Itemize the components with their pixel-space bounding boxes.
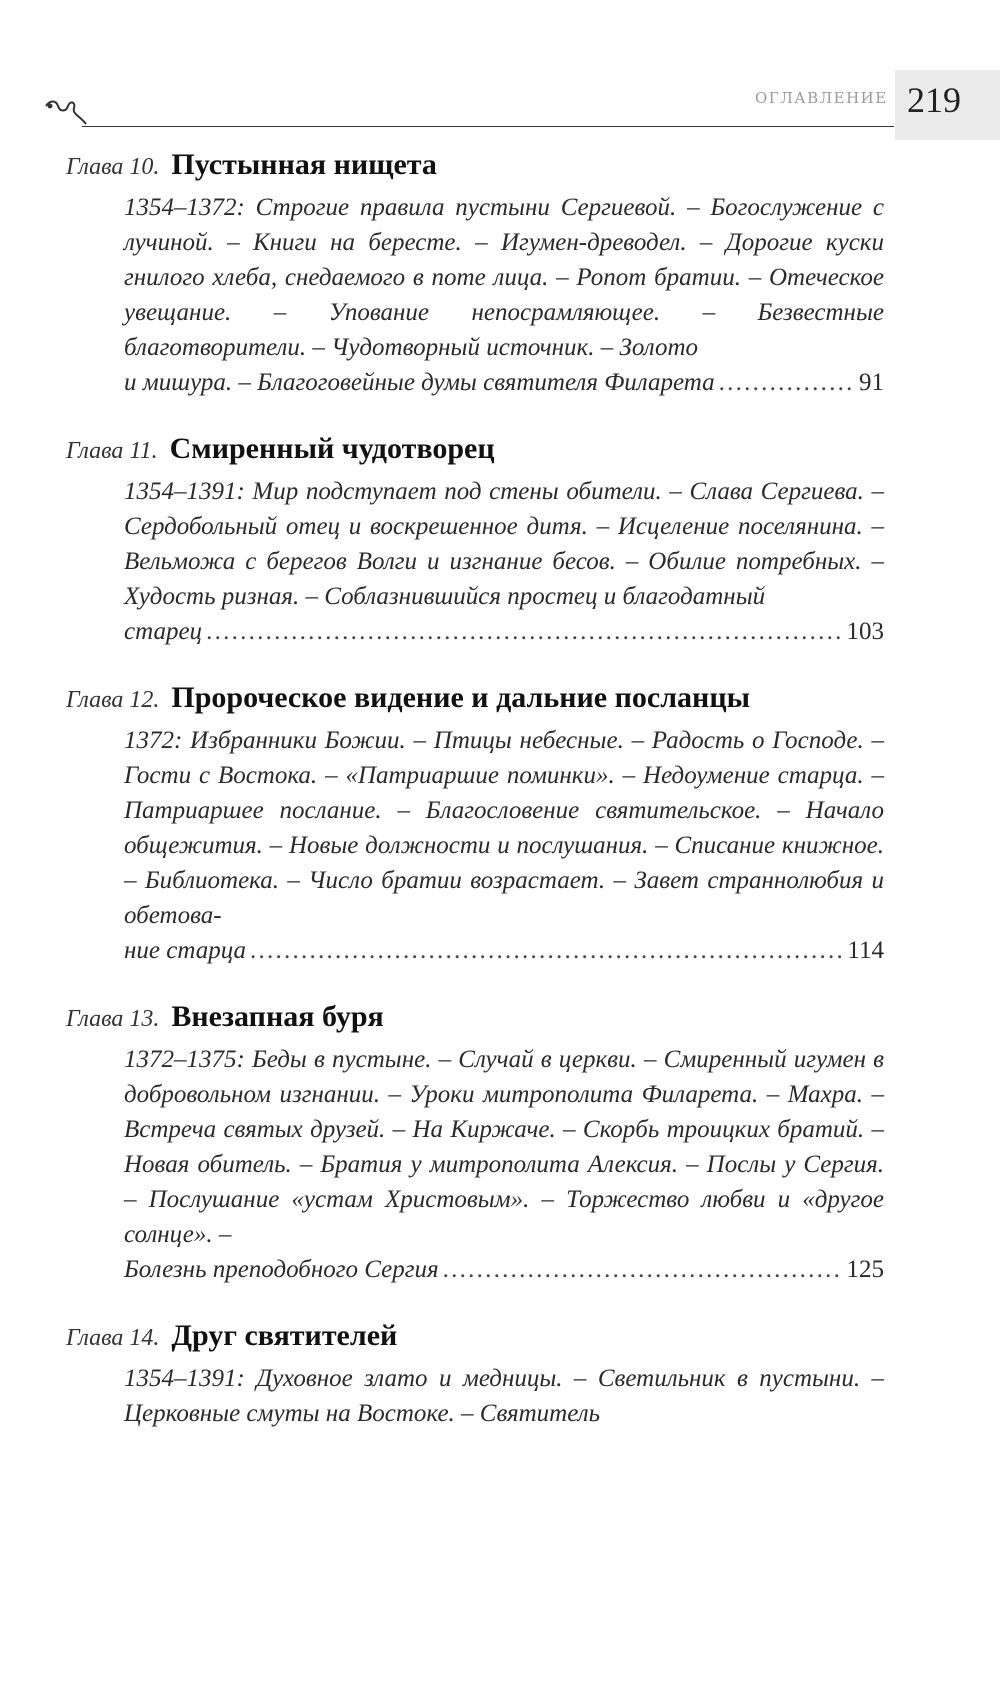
dot-leader (443, 1252, 843, 1287)
chapter-summary-text: 1372: Избранники Божии. – Птицы небесные. – Радость о Господе. – Гости с Востока. – «Патриаршие поминки». – Недоумение старца. – Патриаршее послание. – Благословение святительское. – Начало общежития. – Новые должности и послушания. – Списание книжное. – Библиотека. – Число братии возрастает. – Завет страннолюбия и обетова- (124, 727, 884, 929)
toc-entry-chapter-14 (66, 1311, 886, 1431)
chapter-label: Глава 14. (66, 1325, 160, 1351)
toc-entry-chapter-13 (66, 992, 886, 1287)
chapter-label: Глава 12. (66, 687, 160, 713)
flourish-ornament-icon (44, 96, 88, 126)
chapter-summary-text: 1354–1391: Мир подступает под стены обители. – Слава Сергиева. – Сердобольный отец и воскрешенное дитя. – Исцеление поселянина. – Вельможа с берегов Волги и изгнание бесов. – Обилие потребных. – Худость ризная. – Соблазнившийся простец и благодатный (124, 478, 884, 610)
toc-leader-line (124, 933, 884, 968)
running-head: ОГЛАВЛЕНИЕ (755, 89, 888, 107)
chapter-summary-text: 1372–1375: Беды в пустыне. – Случай в церкви. – Смиренный игумен в добровольном изгнании. – Уроки митрополита Филарета. – Махра. – Встреча святых друзей. – На Киржаче. – Скорбь троицких братий. – Новая обитель. – Братия у митрополита Алексия. – Послы у Сергия. – Послушание «устам Христовым». – Торжество любви и «другое солнце». – (124, 1046, 884, 1248)
chapter-page-number[interactable]: 91 (859, 369, 884, 396)
chapter-title[interactable]: Смиренный чудотворец (169, 432, 495, 465)
toc-leader-line (124, 365, 884, 400)
toc-leader-line (124, 614, 884, 649)
chapter-summary-last-line: старец (124, 618, 203, 645)
chapter-summary (124, 1042, 884, 1287)
page-number: 219 (907, 80, 961, 120)
chapter-title[interactable]: Пророческое видение и дальние посланцы (171, 681, 751, 714)
chapter-summary (124, 723, 884, 968)
chapter-page-number[interactable]: 103 (846, 618, 884, 645)
chapter-page-number[interactable]: 114 (847, 937, 884, 964)
chapter-summary-last-line: и мишура. – Благоговейные думы святителя Филарета (124, 369, 715, 396)
chapter-summary-text: 1354–1372: Строгие правила пустыни Сергиевой. – Богослужение с лучиной. – Книги на бересте. – Игумен-древодел. – Дорогие куски гнилого хлеба, снедаемого в поте лица. – Ропот братии. – Отеческое увещание. – Упование непосрамляющее. – Безвестные благотворители. – Чудотворный источник. – Золото (124, 194, 884, 361)
dot-leader (206, 614, 842, 649)
toc-leader-line (124, 1252, 884, 1287)
chapter-summary (124, 474, 884, 649)
chapter-label: Глава 10. (66, 154, 160, 180)
chapter-summary-text: 1354–1391: Духовное злато и медницы. – Светильник в пустыни. – Церковные смуты на Востоке. – Святитель (124, 1365, 884, 1427)
chapter-summary-last-line: ние старца (124, 937, 247, 964)
chapter-title[interactable]: Внезапная буря (171, 1000, 384, 1033)
chapter-title[interactable]: Пустынная нищета (171, 148, 437, 181)
table-of-contents (66, 140, 886, 1431)
dot-leader (719, 365, 855, 400)
dot-leader (250, 933, 843, 968)
header-rule (82, 126, 894, 127)
chapter-label: Глава 13. (66, 1006, 160, 1032)
chapter-title[interactable]: Друг святителей (171, 1319, 398, 1352)
chapter-summary (124, 1361, 884, 1431)
toc-entry-chapter-10 (66, 140, 886, 400)
chapter-label: Глава 11. (66, 438, 158, 464)
toc-entry-chapter-11 (66, 424, 886, 649)
toc-entry-chapter-12 (66, 673, 886, 968)
chapter-summary (124, 190, 884, 400)
chapter-summary-last-line: Болезнь преподобного Сергия (124, 1256, 439, 1283)
chapter-page-number[interactable]: 125 (846, 1256, 884, 1283)
page-header (0, 0, 1000, 140)
